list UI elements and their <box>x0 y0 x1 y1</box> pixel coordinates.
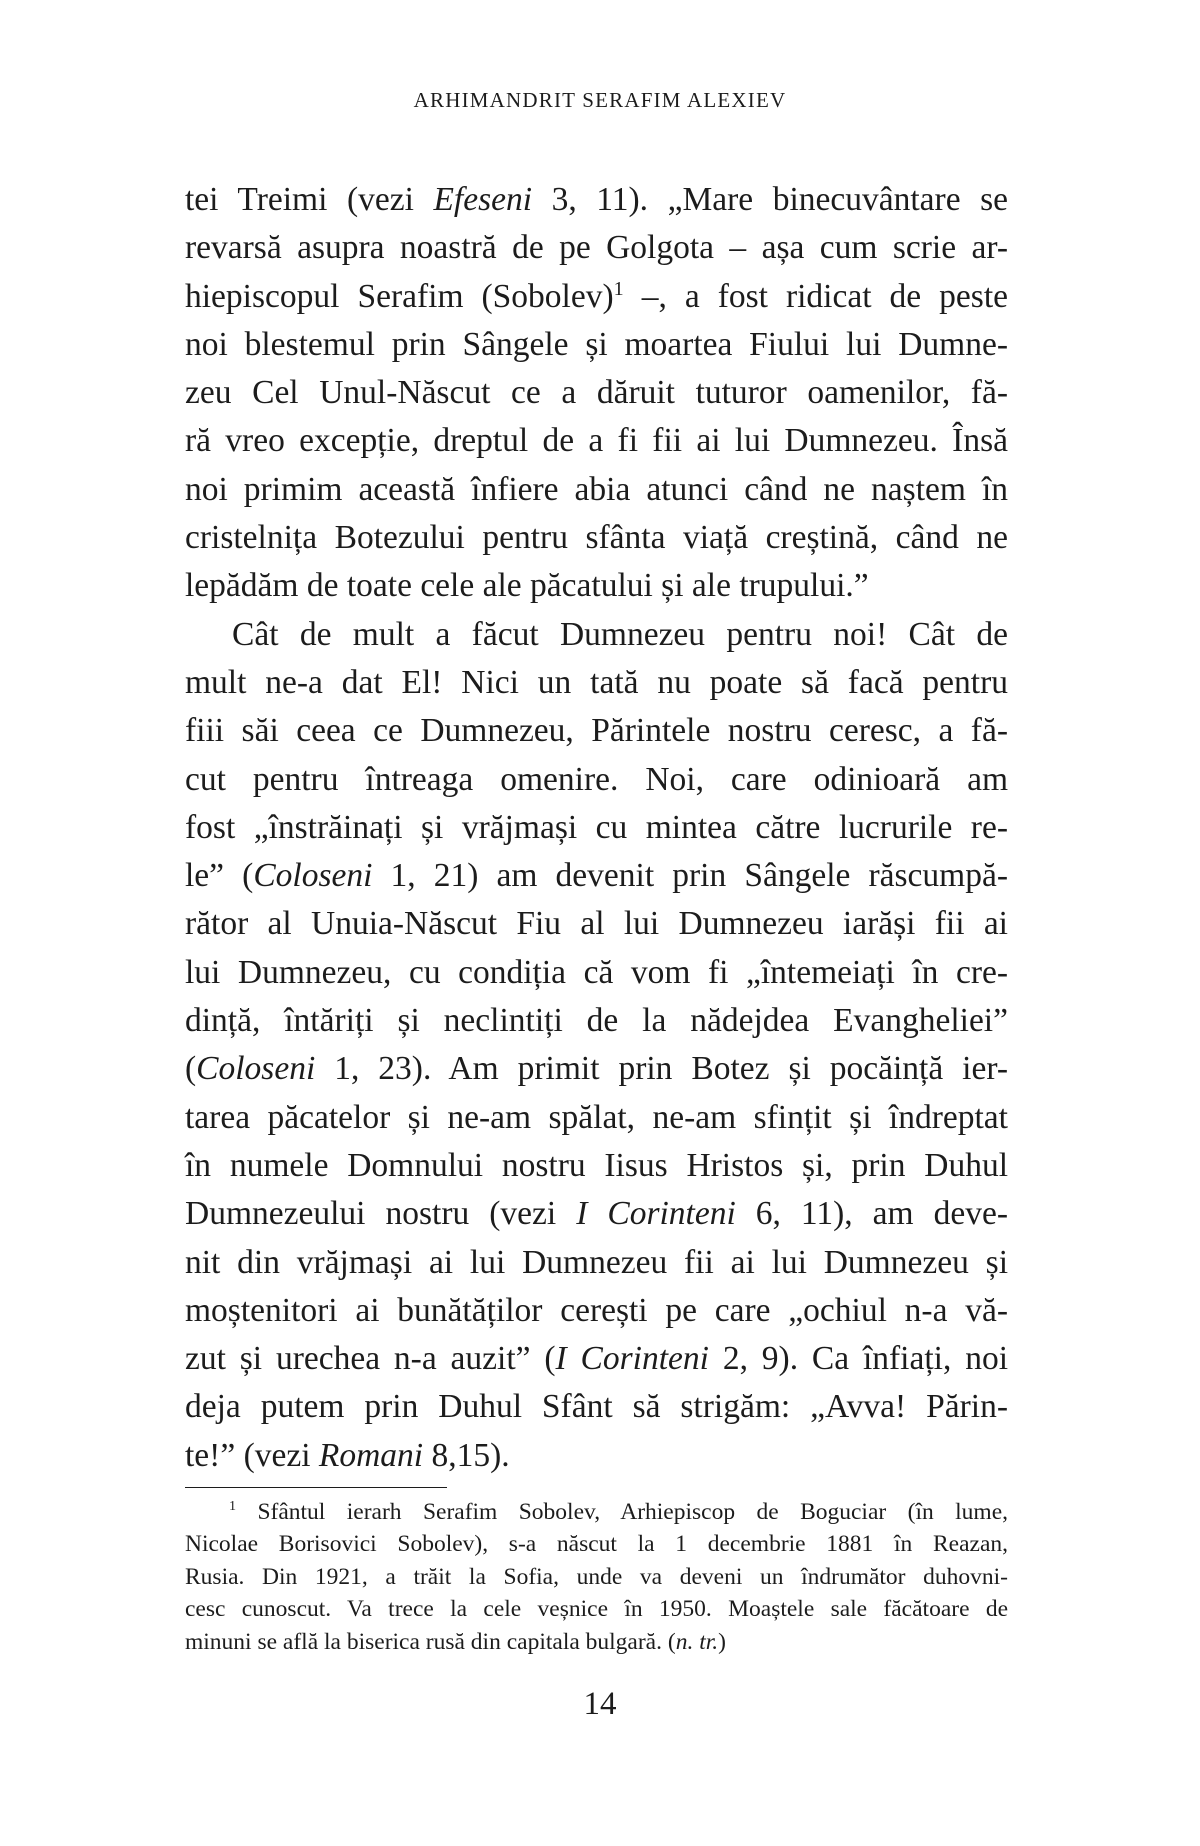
text-line: Dumnezeului nostru (vezi I Corinteni 6, 11), am deve- <box>185 1195 1008 1233</box>
text-line: le” (Coloseni 1, 21) am devenit prin Sângele răscumpă- <box>185 857 1008 895</box>
book-reference: Coloseni <box>253 857 373 895</box>
text-line: rător al Unuia-Născut Fiu al lui Dumnezeu iarăși fii ai <box>185 905 1008 943</box>
footnote-line: Rusia. Din 1921, a trăit la Sofia, unde va deveni un îndrumător duhovni- <box>185 1563 1008 1590</box>
book-reference: Coloseni <box>196 1050 316 1088</box>
book-reference: I Corinteni <box>576 1195 736 1233</box>
text-line: în numele Domnului nostru Iisus Hristos și, prin Duhul <box>185 1146 1008 1184</box>
text-line: ră vreo excepție, dreptul de a fi fii ai lui Dumnezeu. Însă <box>185 422 1008 460</box>
text-line: noi blestemul prin Sângele și moartea Fiului lui Dumne- <box>185 325 1008 363</box>
text-line: fiii săi ceea ce Dumnezeu, Părintele nostru ceresc, a fă- <box>185 712 1008 750</box>
text-line: moștenitori ai bunătăților cerești pe care „ochiul n-a vă- <box>185 1291 1008 1329</box>
text-line: lui Dumnezeu, cu condiția că vom fi „întemeiați în cre- <box>185 953 1008 991</box>
footnote <box>185 1496 1008 1658</box>
text-line: noi primim această înfiere abia atunci când ne naștem în <box>185 470 1008 508</box>
running-header: ARHIMANDRIT SERAFIM ALEXIEV <box>413 88 787 112</box>
text-line: zut și urechea n-a auzit” (I Corinteni 2, 9). Ca înfiați, noi <box>185 1340 1009 1378</box>
text-line: nit din vrăjmași ai lui Dumnezeu fii ai lui Dumnezeu și <box>185 1243 1008 1281</box>
footnote-marker: 1 <box>229 1498 237 1515</box>
text-line: (Coloseni 1, 23). Am primit prin Botez și pocăință ier- <box>185 1050 1008 1088</box>
text-line: revarsă asupra noastră de pe Golgota – așa cum scrie ar- <box>185 229 1008 267</box>
text-line: cristelnița Botezului pentru sfânta viață creștină, când ne <box>185 519 1008 557</box>
text-line: tarea păcatelor și ne-am spălat, ne-am sfințit și îndreptat <box>185 1098 1008 1136</box>
footnote-divider <box>185 1487 447 1488</box>
footnote-line: $^1$ Sfântul ierarh Serafim Sobolev, Arhiepiscop de Boguciar (în lume, <box>229 1498 1008 1525</box>
footnote-line: Nicolae Borisovici Sobolev), s-a născut la 1 decembrie 1881 în Reazan, <box>185 1531 1008 1558</box>
footnote-reference[interactable]: 1 <box>613 277 624 300</box>
book-reference: Romani <box>318 1436 424 1474</box>
text-line: lepădăm de toate cele ale păcatului și ale trupului.” <box>185 567 869 605</box>
text-line: tei Treimi (vezi Efeseni 3, 11). „Mare binecuvântare se <box>185 181 1009 218</box>
translator-note: n. tr. <box>675 1628 719 1655</box>
text-line: dință, întăriți și neclintiți de la nădejdea Evangheliei” <box>185 1002 1008 1040</box>
paragraph-1 <box>185 176 1008 611</box>
book-reference: Efeseni <box>433 181 533 218</box>
text-line: zeu Cel Unul-Născut ce a dăruit tuturor oamenilor, fă- <box>185 374 1008 412</box>
text-line: te!” (vezi Romani 8,15). <box>185 1436 510 1474</box>
footnote-line: cesc cunoscut. Va trece la cele veșnice în 1950. Moaștele sale făcătoare de <box>185 1596 1008 1623</box>
text-line: mult ne-a dat El! Nici un tată nu poate să facă pentru <box>185 663 1008 701</box>
text-line: cut pentru întreaga omenire. Noi, care odinioară am <box>185 760 1008 798</box>
page-number: 14 <box>583 1686 617 1722</box>
main-text <box>185 176 1008 1480</box>
text-line: deja putem prin Duhul Sfânt să strigăm: „Avva! Părin- <box>185 1388 1008 1426</box>
text-line: fost „înstrăinați și vrăjmași cu mintea către lucrurile re- <box>185 808 1008 846</box>
footnote-line: minuni se află la biserica rusă din capitala bulgară. (n. tr.) <box>185 1628 726 1655</box>
paragraph-2 <box>185 611 1008 1480</box>
text-line: hiepiscopul Serafim (Sobolev)$^1$ –, a fost ridicat de peste <box>185 277 1008 315</box>
text-line: Cât de mult a făcut Dumnezeu pentru noi! Cât de <box>232 615 1008 653</box>
book-reference: I Corinteni <box>555 1340 709 1378</box>
